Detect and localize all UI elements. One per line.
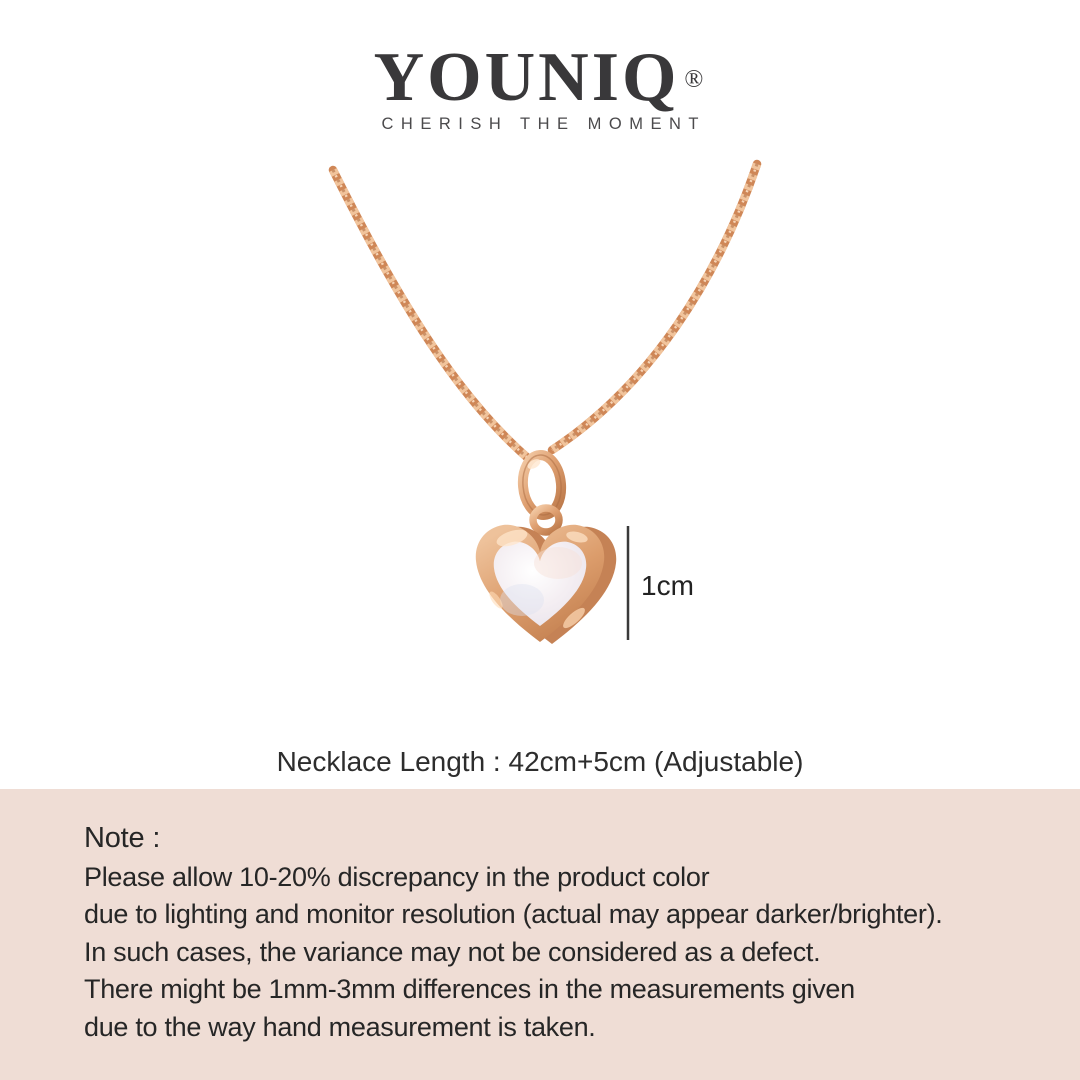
necklace-illustration	[300, 148, 780, 668]
necklace-length-label: Necklace Length : 42cm+5cm (Adjustable)	[276, 746, 804, 777]
pendant-bail	[520, 453, 563, 532]
pendant-size-label: 1cm	[641, 570, 694, 601]
chain-right	[552, 164, 757, 450]
brand-tagline: CHERISH THE MOMENT	[381, 115, 706, 133]
brand-logo	[0, 39, 1080, 116]
note-line-2: due to lighting and monitor resolution (actual may appear darker/brighter).	[84, 899, 943, 930]
chain-left	[333, 170, 530, 460]
note-line-5: due to the way hand measurement is taken.	[84, 1011, 596, 1042]
necklace-photo	[300, 148, 780, 668]
registered-trademark-icon: ®	[684, 66, 707, 93]
brand-name-text: YOUNIQ	[373, 39, 680, 116]
note-line-4: There might be 1mm-3mm differences in the measurements given	[84, 974, 855, 1005]
note-title: Note :	[84, 822, 161, 854]
heart-pendant	[476, 525, 616, 644]
brand-header	[0, 39, 1080, 134]
note-line-3: In such cases, the variance may not be considered as a defect.	[84, 936, 821, 967]
note-line-1: Please allow 10-20% discrepancy in the product color	[84, 862, 710, 892]
note-section	[0, 789, 1080, 1080]
